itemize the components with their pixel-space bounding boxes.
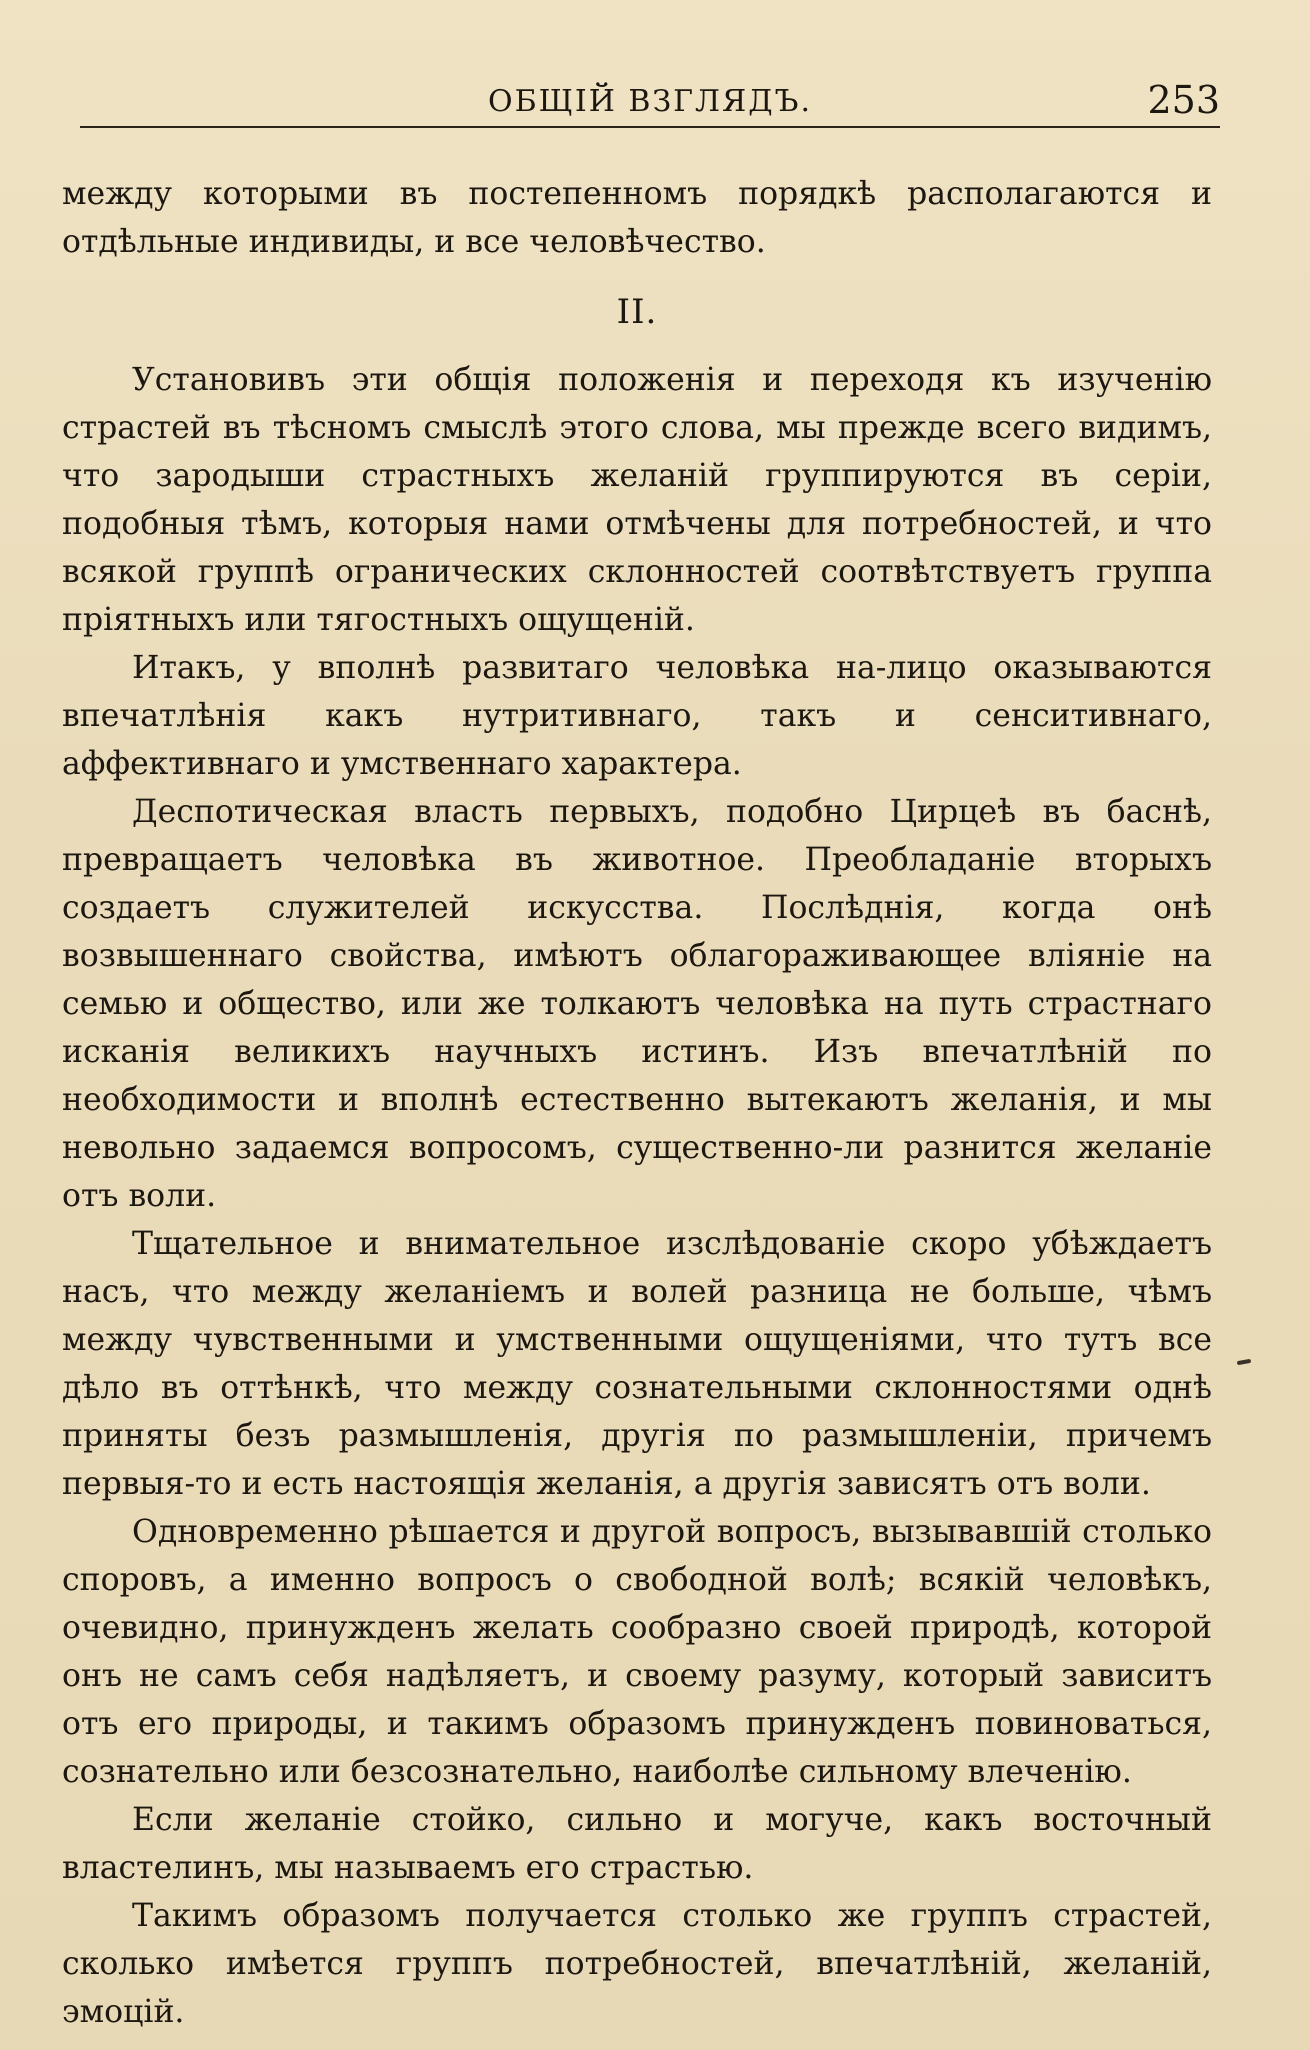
header-rule <box>80 126 1220 128</box>
section-number: II. <box>616 292 658 332</box>
intro-paragraph: между которыми въ постепенномъ порядкѣ располагаются и отдѣльные индивиды, и все человѣчество. <box>62 176 1212 260</box>
paragraph-4: Тщательное и внимательное изслѣдованіе скоро убѣждаетъ насъ, что между желаніемъ и волей разница не больше, чѣмъ между чувственными и умственными ощущеніями, что тутъ все дѣло въ оттѣнкѣ, что между сознательными склонностями однѣ приняты безъ размышленія, другія по размышленіи, причемъ первыя-то и есть настоящія желанія, а другія зависятъ отъ воли. <box>62 1226 1212 1502</box>
running-title: ОБЩІЙ ВЗГЛЯДЪ. <box>487 84 813 119</box>
paragraph-6: Если желаніе стойко, сильно и могуче, какъ восточный властелинъ, мы называемъ его страстью. <box>62 1802 1212 1886</box>
paragraph-7: Такимъ образомъ получается столько же группъ страстей, сколько имѣется группъ потребностей, впечатлѣній, желаній, эмоцій. <box>62 1898 1212 2030</box>
paragraph-1: Установивъ эти общія положенія и переходя къ изученію страстей въ тѣсномъ смыслѣ этого слова, мы прежде всего видимъ, что зародыши страстныхъ желаній группируются въ серіи, подобныя тѣмъ, которыя нами отмѣчены для потребностей, и что всякой группѣ огранических склонностей соотвѣтствуетъ группа пріятныхъ или тягостныхъ ощущеній. <box>62 362 1212 638</box>
body-text <box>62 170 1212 2036</box>
ink-speck <box>1237 1359 1251 1365</box>
paragraph-2: Итакъ, у вполнѣ развитаго человѣка на-лицо оказываются впечатлѣнія какъ нутритивнаго, такъ и сенситивнаго, аффективнаго и умственнаго характера. <box>62 650 1212 782</box>
page-number: 253 <box>1147 78 1220 122</box>
paragraph-5: Одновременно рѣшается и другой вопросъ, вызывавшій столько споровъ, а именно вопросъ о свободной волѣ; всякій человѣкъ, очевидно, принужденъ желать сообразно своей природѣ, которой онъ не самъ себя надѣляетъ, и своему разуму, который зависитъ отъ его природы, и такимъ образомъ принужденъ повиноваться, сознательно или безсознательно, наиболѣе сильному влеченію. <box>62 1514 1212 1790</box>
running-head <box>80 78 1220 128</box>
paragraph-3: Деспотическая власть первыхъ, подобно Цирцеѣ въ баснѣ, превращаетъ человѣка въ животное. Преобладаніе вторыхъ создаетъ служителей искусства. Послѣднія, когда онѣ возвышеннаго свойства, имѣютъ облагораживающее вліяніе на семью и общество, или же толкаютъ человѣка на путь страстнаго исканія великихъ научныхъ истинъ. Изъ впечатлѣній по необходимости и вполнѣ естественно вытекаютъ желанія, и мы невольно задаемся вопросомъ, существенно-ли разнится желаніе отъ воли. <box>62 794 1212 1214</box>
